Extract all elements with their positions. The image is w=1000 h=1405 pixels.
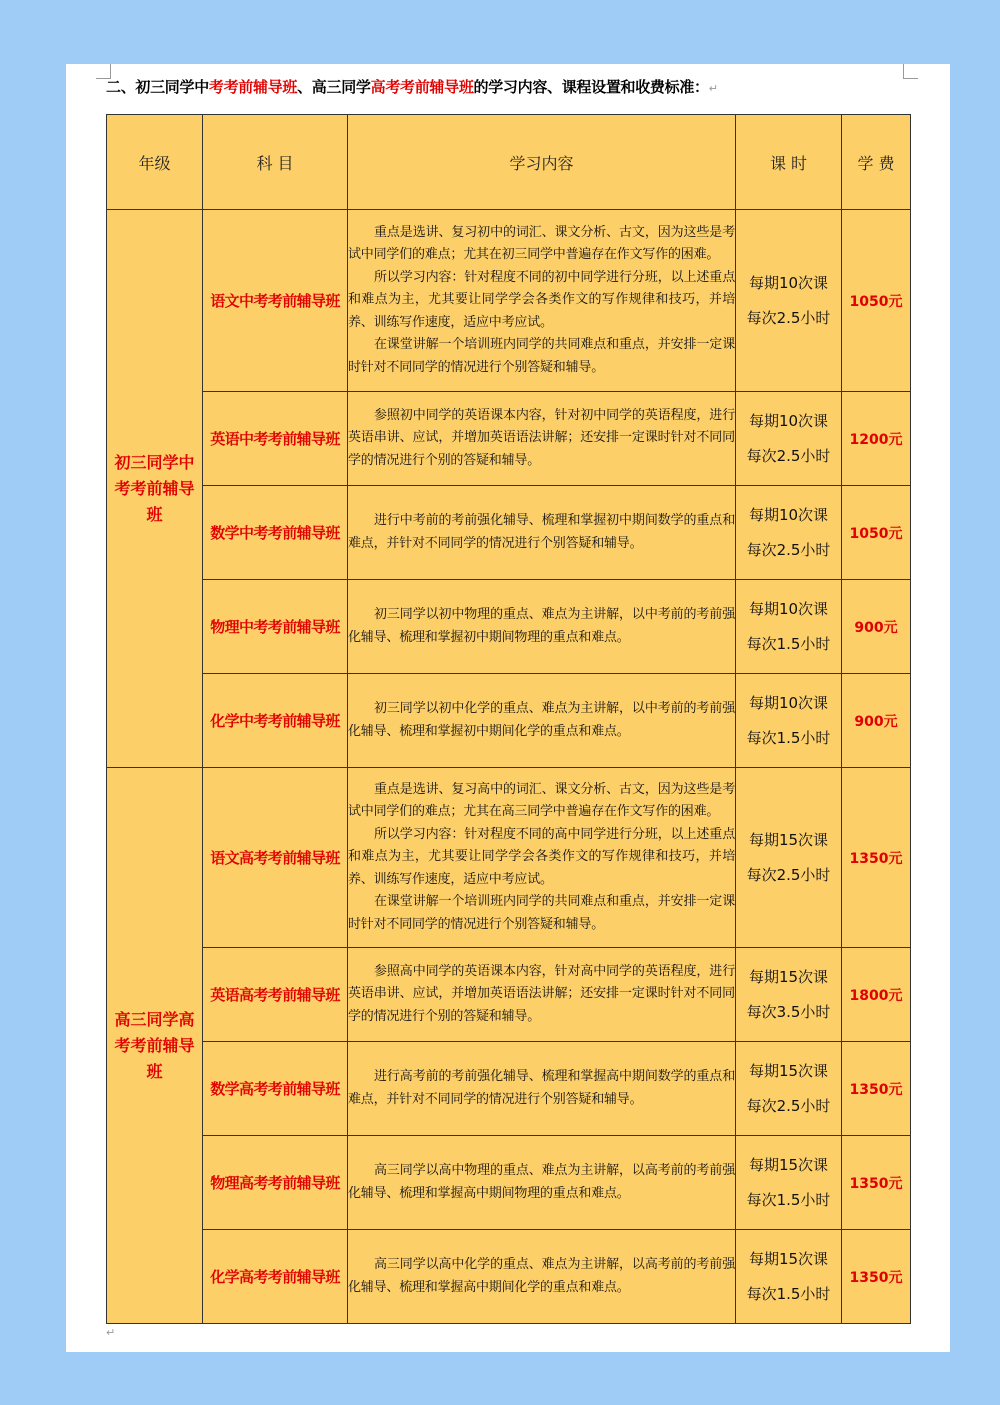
header-content: 学习内容	[348, 115, 736, 210]
sessions-text: 每期15次课	[748, 967, 829, 986]
table-row	[107, 674, 911, 768]
fee-cell: 1350元	[842, 768, 911, 948]
content-paragraph: 进行高考前的考前强化辅导、梳理和掌握高中期间数学的重点和难点，并针对不同同学的情况进行个别答疑和辅导。	[348, 1069, 735, 1107]
duration-text: 每次2.5小时	[746, 1096, 831, 1115]
header-grade: 年级	[107, 115, 203, 210]
content-cell	[348, 674, 736, 768]
hours-cell	[736, 486, 842, 580]
hours-cell	[736, 674, 842, 768]
sessions-text: 每期10次课	[748, 411, 829, 430]
table-row	[107, 948, 911, 1042]
content-cell	[348, 1230, 736, 1324]
content-cell	[348, 1042, 736, 1136]
course-table	[106, 114, 911, 1324]
header-fee: 学 费	[842, 115, 911, 210]
paragraph-mark-icon: ↵	[708, 82, 718, 95]
content-paragraph: 高三同学以高中物理的重点、难点为主讲解，以高考前的考前强化辅导、梳理和掌握高中期间物理的重点和难点。	[348, 1163, 735, 1201]
table-row	[107, 486, 911, 580]
duration-text: 每次1.5小时	[746, 634, 831, 653]
content-paragraph: 参照初中同学的英语课本内容，针对初中同学的英语程度，进行英语串讲、应试，并增加英语语法讲解；还安排一定课时针对不同同学的情况进行个别的答疑和辅导。	[348, 407, 735, 468]
content-paragraph: 参照高中同学的英语课本内容，针对高中同学的英语程度，进行英语串讲、应试，并增加英语语法讲解；还安排一定课时针对不同同学的情况进行个别的答疑和辅导。	[348, 963, 735, 1024]
content-paragraph: 重点是选讲、复习高中的词汇、课文分析、古文，因为这些是考试中同学们的难点；尤其在高三同学中普遍存在作文写作的困难。	[348, 781, 735, 820]
table-row	[107, 392, 911, 486]
subject-cell: 数学中考考前辅导班	[203, 486, 348, 580]
sessions-text: 每期15次课	[748, 1155, 829, 1174]
sessions-text: 每期10次课	[748, 599, 829, 618]
subject-cell: 语文高考考前辅导班	[203, 768, 348, 948]
hours-cell	[736, 1042, 842, 1136]
subject-cell: 英语高考考前辅导班	[203, 948, 348, 1042]
header-subject: 科 目	[203, 115, 348, 210]
heading-text-1: 二、初三同学中	[106, 78, 209, 96]
fee-cell: 1050元	[842, 210, 911, 392]
table-row	[107, 1136, 911, 1230]
hours-cell	[736, 210, 842, 392]
content-paragraph: 初三同学以初中物理的重点、难点为主讲解，以中考前的考前强化辅导、梳理和掌握初中期间物理的重点和难点。	[348, 607, 735, 645]
sessions-text: 每期10次课	[748, 273, 829, 292]
content-paragraph: 重点是选讲、复习初中的词汇、课文分析、古文，因为这些是考试中同学们的难点；尤其在初三同学中普遍存在作文写作的困难。	[348, 224, 735, 263]
content-cell	[348, 580, 736, 674]
content-paragraph: 高三同学以高中化学的重点、难点为主讲解，以高考前的考前强化辅导、梳理和掌握高中期间化学的重点和难点。	[348, 1257, 735, 1295]
table-header-row	[107, 115, 911, 210]
subject-cell: 数学高考考前辅导班	[203, 1042, 348, 1136]
hours-cell	[736, 1230, 842, 1324]
fee-cell: 900元	[842, 674, 911, 768]
content-paragraph: 所以学习内容：针对程度不同的初中同学进行分班，以上述重点和难点为主，尤其要让同学学会各类作文的写作规律和技巧，并培养、训练写作速度，适应中考应试。	[348, 269, 735, 330]
duration-text: 每次2.5小时	[746, 308, 831, 327]
duration-text: 每次2.5小时	[746, 540, 831, 559]
sessions-text: 每期15次课	[748, 830, 829, 849]
fee-cell: 1350元	[842, 1230, 911, 1324]
hours-cell	[736, 948, 842, 1042]
hours-cell	[736, 768, 842, 948]
duration-text: 每次1.5小时	[746, 1190, 831, 1209]
grade-cell: 高三同学高考考前辅导班	[107, 768, 203, 1324]
header-hours: 课 时	[736, 115, 842, 210]
sessions-text: 每期15次课	[748, 1061, 829, 1080]
heading-highlight-1: 考考前辅导班	[208, 78, 298, 96]
subject-cell: 语文中考考前辅导班	[203, 210, 348, 392]
grade-cell: 初三同学中考考前辅导班	[107, 210, 203, 768]
fee-cell: 1350元	[842, 1042, 911, 1136]
subject-cell: 物理中考考前辅导班	[203, 580, 348, 674]
content-paragraph: 所以学习内容：针对程度不同的高中同学进行分班，以上述重点和难点为主，尤其要让同学学会各类作文的写作规律和技巧，并培养、训练写作速度，适应中考应试。	[348, 826, 735, 887]
sessions-text: 每期15次课	[748, 1249, 829, 1268]
hours-cell	[736, 580, 842, 674]
fee-cell: 1200元	[842, 392, 911, 486]
subject-cell: 物理高考考前辅导班	[203, 1136, 348, 1230]
subject-cell: 化学中考考前辅导班	[203, 674, 348, 768]
duration-text: 每次3.5小时	[746, 1002, 831, 1021]
fee-cell: 1050元	[842, 486, 911, 580]
content-paragraph: 在课堂讲解一个培训班内同学的共同难点和重点，并安排一定课时针对不同同学的情况进行个别答疑和辅导。	[348, 894, 735, 932]
content-cell	[348, 948, 736, 1042]
table-row	[107, 210, 911, 392]
duration-text: 每次1.5小时	[746, 728, 831, 747]
content-paragraph: 初三同学以初中化学的重点、难点为主讲解，以中考前的考前强化辅导、梳理和掌握初中期间化学的重点和难点。	[348, 701, 735, 739]
sessions-text: 每期10次课	[748, 693, 829, 712]
heading-highlight-2: 高考考前辅导班	[370, 78, 474, 96]
duration-text: 每次2.5小时	[746, 446, 831, 465]
subject-cell: 化学高考考前辅导班	[203, 1230, 348, 1324]
hours-cell	[736, 1136, 842, 1230]
content-cell	[348, 210, 736, 392]
content-cell	[348, 392, 736, 486]
subject-cell: 英语中考考前辅导班	[203, 392, 348, 486]
content-cell	[348, 486, 736, 580]
paragraph-mark-icon: ↵	[106, 1326, 116, 1339]
fee-cell: 1800元	[842, 948, 911, 1042]
section-heading	[106, 76, 926, 97]
sessions-text: 每期10次课	[748, 505, 829, 524]
fee-cell: 1350元	[842, 1136, 911, 1230]
content-paragraph: 进行中考前的考前强化辅导、梳理和掌握初中期间数学的重点和难点，并针对不同同学的情况进行个别答疑和辅导。	[348, 513, 735, 551]
content-cell	[348, 768, 736, 948]
heading-text-2: 、高三同学	[297, 78, 371, 96]
duration-text: 每次2.5小时	[746, 865, 831, 884]
fee-cell: 900元	[842, 580, 911, 674]
duration-text: 每次1.5小时	[746, 1284, 831, 1303]
document-page	[66, 64, 950, 1352]
content-cell	[348, 1136, 736, 1230]
table-row	[107, 768, 911, 948]
hours-cell	[736, 392, 842, 486]
table-row	[107, 1042, 911, 1136]
heading-text-3: 的学习内容、课程设置和收费标准：	[473, 78, 709, 96]
table-row	[107, 580, 911, 674]
content-paragraph: 在课堂讲解一个培训班内同学的共同难点和重点，并安排一定课时针对不同同学的情况进行个别答疑和辅导。	[348, 337, 735, 375]
table-row	[107, 1230, 911, 1324]
